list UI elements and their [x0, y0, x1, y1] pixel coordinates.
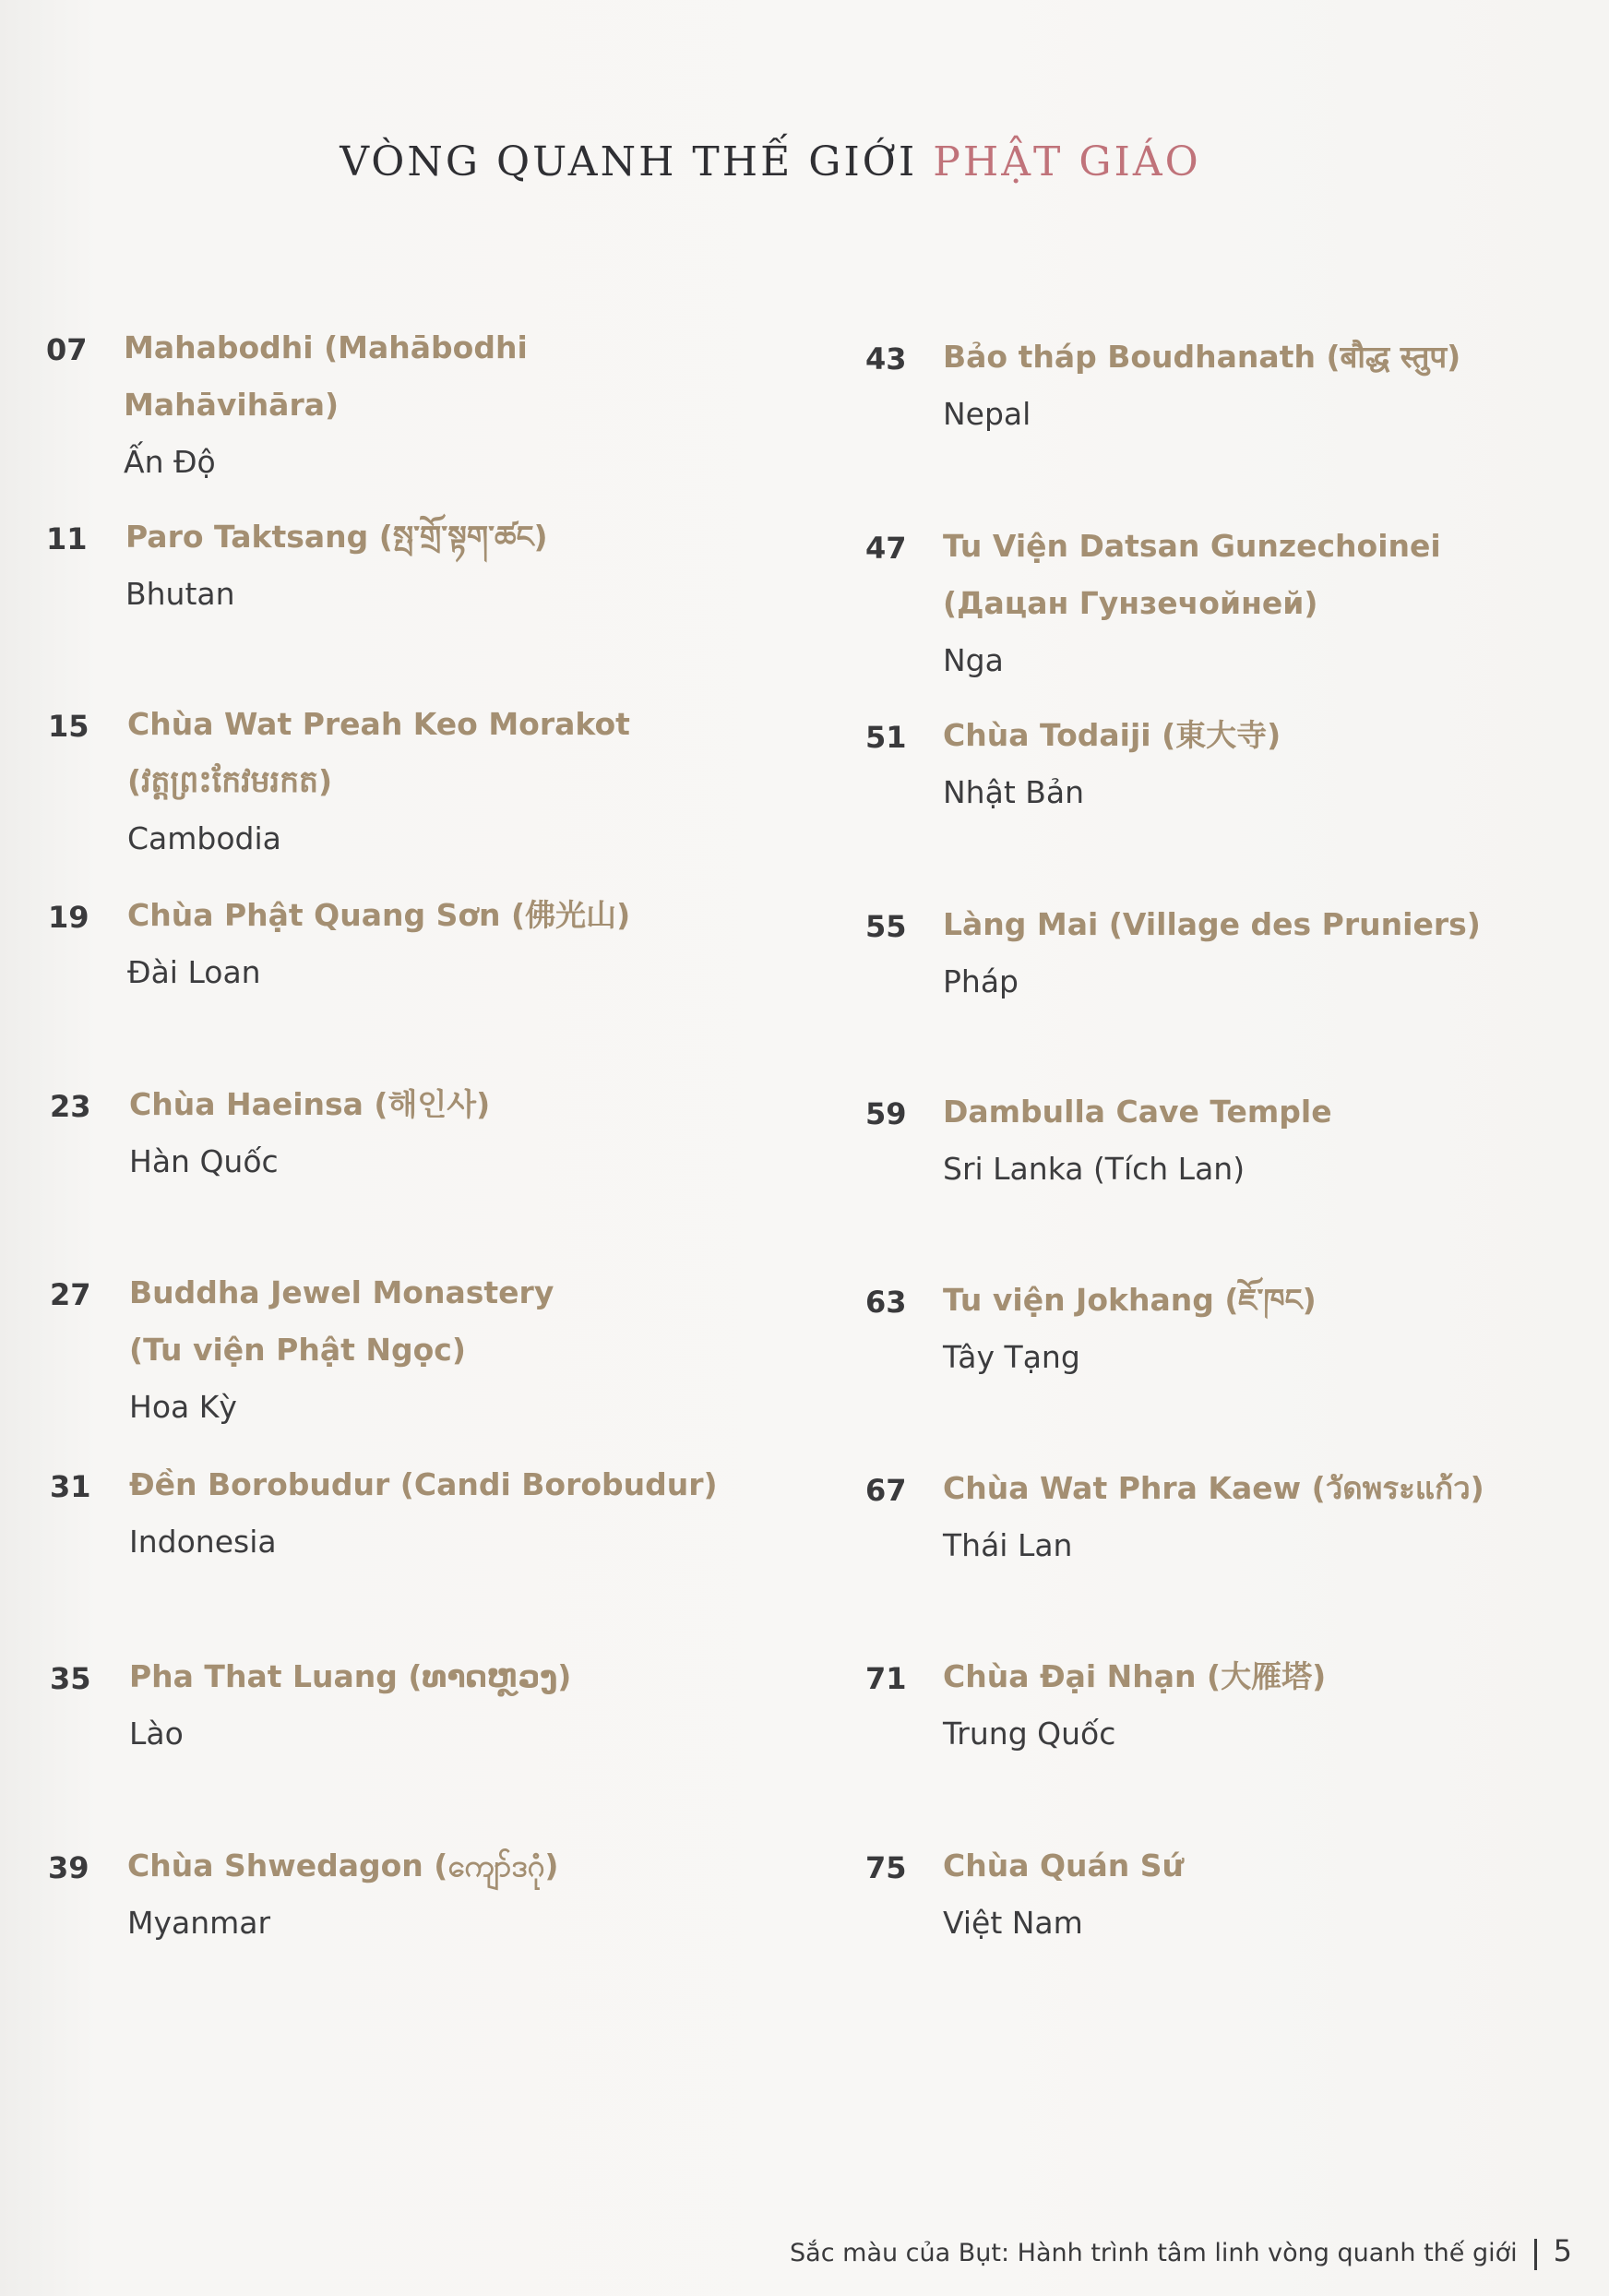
entry-temple-name: Bảo tháp Boudhanath (बौद्ध स्तुप)	[943, 339, 1461, 375]
entry-page-number: 71	[865, 1661, 907, 1696]
entry-temple-name: Làng Mai (Village des Pruniers)	[943, 906, 1481, 942]
entry-temple-name: Chùa Đại Nhạn (大雁塔)	[943, 1658, 1327, 1694]
entry-temple-name: Tu viện Jokhang (ཇོ་ཁང)	[943, 1282, 1317, 1318]
footer-book-title: Sắc màu của Bụt: Hành trình tâm linh vòng quanh thế giới	[790, 2239, 1518, 2267]
entry-temple-name: Chùa Shwedagon (ကျော်ဒဂုံ)	[127, 1848, 559, 1883]
entry-temple-name: Chùa Phật Quang Sơn (佛光山)	[127, 897, 631, 933]
entry-country: Đài Loan	[127, 954, 261, 990]
entry-page-number: 51	[865, 720, 907, 755]
entry-page-number: 23	[50, 1089, 91, 1124]
entry-temple-name: Tu Viện Datsan Gunzechoinei (Дацан Гунзечойней)	[943, 528, 1441, 621]
entry-page-number: 67	[865, 1473, 907, 1508]
entry-temple-name: Chùa Wat Phra Kaew (วัดพระแก้ว)	[943, 1470, 1484, 1506]
entry-country: Pháp	[943, 963, 1019, 999]
entry-country: Indonesia	[129, 1524, 277, 1560]
entry-page-number: 43	[865, 341, 907, 377]
entry-temple-name: Chùa Todaiji (東大寺)	[943, 717, 1281, 753]
entry-page-number: 31	[50, 1469, 91, 1504]
entry-temple-name: Pha That Luang (ທາດຫຼວງ)	[129, 1658, 572, 1694]
entry-page-number: 59	[865, 1096, 907, 1131]
entry-country: Hàn Quốc	[129, 1143, 279, 1179]
entry-country: Ấn Độ	[124, 444, 216, 480]
entry-page-number: 07	[46, 332, 88, 367]
entry-country: Thái Lan	[943, 1527, 1073, 1563]
entry-temple-name: Chùa Haeinsa (해인사)	[129, 1086, 491, 1122]
entry-country: Nhật Bản	[943, 774, 1085, 810]
entry-country: Myanmar	[127, 1905, 271, 1941]
page-footer	[790, 2233, 1572, 2270]
entry-temple-name: Paro Taktsang (སྤ་གྲོ་སྟག་ཚང)	[125, 519, 548, 555]
page-title	[0, 138, 1541, 185]
entry-page-number: 35	[50, 1661, 91, 1696]
entry-page-number: 55	[865, 909, 907, 944]
title-accent: PHẬT GIÁO	[933, 138, 1201, 185]
entry-country: Sri Lanka (Tích Lan)	[943, 1151, 1245, 1187]
entry-page-number: 19	[48, 900, 89, 935]
entry-country: Hoa Kỳ	[129, 1389, 237, 1425]
entry-country: Lào	[129, 1716, 184, 1752]
footer-page-number: 5	[1553, 2233, 1572, 2268]
title-main: VÒNG QUANH THẾ GIỚI	[340, 138, 918, 185]
entry-page-number: 47	[865, 531, 907, 566]
entry-country: Nga	[943, 642, 1004, 678]
entry-country: Tây Tạng	[943, 1339, 1080, 1375]
entry-temple-name: Chùa Quán Sứ	[943, 1848, 1185, 1883]
entry-country: Nepal	[943, 396, 1031, 432]
entry-page-number: 75	[865, 1850, 907, 1885]
entry-page-number: 15	[48, 709, 89, 744]
entry-country: Bhutan	[125, 576, 235, 612]
entry-temple-name: Dambulla Cave Temple	[943, 1094, 1332, 1130]
footer-divider	[1534, 2239, 1537, 2270]
entry-temple-name: Mahabodhi (Mahābodhi Mahāvihāra)	[124, 329, 528, 423]
entry-country: Cambodia	[127, 820, 281, 856]
entry-country: Việt Nam	[943, 1905, 1083, 1941]
entry-page-number: 27	[50, 1277, 91, 1312]
entry-temple-name: Đền Borobudur (Candi Borobudur)	[129, 1466, 718, 1502]
entry-page-number: 39	[48, 1850, 89, 1885]
entry-temple-name: Chùa Wat Preah Keo Morakot (វត្តព្រះកែវមរកត)	[127, 706, 630, 799]
entry-temple-name: Buddha Jewel Monastery (Tu viện Phật Ngọc)	[129, 1274, 554, 1368]
entry-country: Trung Quốc	[943, 1716, 1116, 1752]
entry-page-number: 63	[865, 1285, 907, 1320]
entry-page-number: 11	[46, 521, 88, 556]
